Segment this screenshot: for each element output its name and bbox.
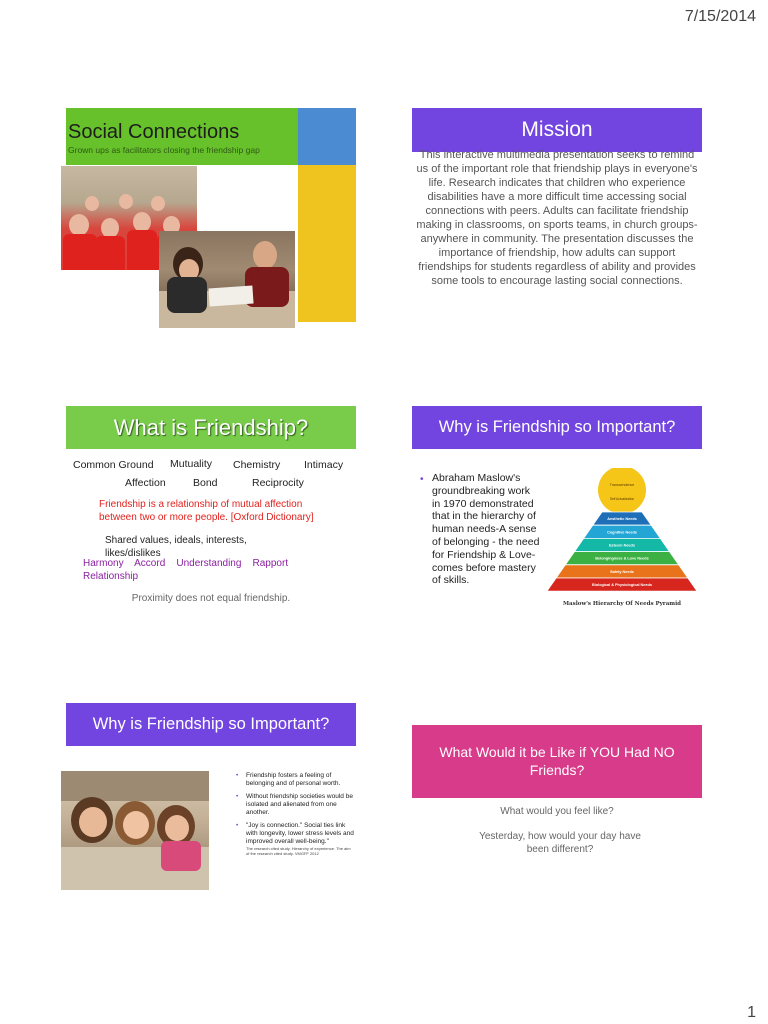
pyramid-label: Safety Needs [610,569,634,574]
proximity-note: Proximity does not equal friendship. [131,593,291,604]
pyramid-caption: Maslow's Hierarchy Of Needs Pyramid [562,601,682,607]
slide-1-subtitle: Grown ups as facilitators closing the friendship gap [68,145,260,155]
fine-print: The research cited study. Hierarchy of experience. The aim of the research cited study. VMGFF 2012 [246,846,351,856]
word-reciprocity: Reciprocity [252,477,304,489]
word-intimacy: Intimacy [304,459,344,471]
pyramid-label: Belongingness & Love Needs [595,556,649,561]
girls-group-photo [61,771,209,890]
pyramid-label: Esteem Needs [609,543,635,548]
bullet-icon: • [236,822,239,829]
accent-block-blue [298,108,356,165]
slide-5-title: Why is Friendship so Important? [92,715,330,733]
question-feel: What would you feel like? [500,806,614,817]
slide-1-title: Social Connections [68,121,240,143]
word-common-ground: Common Ground [73,459,154,471]
slide-2-title: Mission [521,118,593,141]
bullet-text-1: Friendship fosters a feeling of belonging and of personal worth. [246,772,341,787]
word-chemistry: Chemistry [233,459,281,471]
question-yesterday: Yesterday, how would your day have been different? [479,831,641,855]
header-date: 7/15/2014 [684,8,756,25]
bullet-text-2: Without friendship societies would be isolated and alienated from one another. [246,793,353,816]
pyramid-label: Aesthetic Needs [607,517,637,522]
page-number: 1 [747,1004,756,1021]
word-mutuality: Mutuality [170,458,213,470]
bullet-icon: • [420,474,424,485]
accent-block-yellow [298,165,356,322]
maslow-pyramid [544,468,700,610]
slide-4-title: Why is Friendship so Important? [438,418,676,436]
friendship-definition: Friendship is a relationship of mutual affection between two or more people. [Oxford Dictionary] [99,499,314,523]
pyramid-label: Cognitive Needs [607,530,637,535]
mission-body: This interactive multimedia presentation seeks to remind us of the important role that friendship plays in everyone's life. Research indicates that children who experience disabilities have a more difficult time accessing social connections with peers. Adults can facilitate friendship making in classrooms, on sports teams, in church groups-anywhere in community. The presentation discusses the importance of friendship, how adults can support friendships for students regardless of ability and provides some tools to encourage lasting social connections. [416,149,698,287]
list-item [236,793,354,817]
pyramid-label: Self Actualization [609,497,635,501]
importance-bullets [236,772,354,861]
pyramid-label: Transcendence [609,483,635,487]
pyramid-top-circle [598,468,646,514]
word-affection: Affection [125,477,166,489]
word-bond: Bond [193,477,218,489]
tutoring-photo [159,231,295,328]
bullet-text-3: "Joy is connection." Social ties link with longevity, lower stress levels and improved overall well-being." [246,822,354,845]
bullet-icon: • [236,793,239,800]
slide-3-title: What is Friendship? [113,415,309,440]
shared-values-text: Shared values, ideals, interests, likes/dislikes [105,535,247,559]
purple-keywords: Harmony Accord Understanding Rapport Relationship [83,558,291,582]
list-item [236,822,354,856]
maslow-text: Abraham Maslow's groundbreaking work in 1970 demonstrated that in the hierarchy of human needs-A sense of belonging - the need for Friendship & Love- comes before mastery of skills. [432,472,540,587]
pyramid-label: Biological & Physiological Needs [592,583,652,588]
bullet-icon: • [236,772,239,779]
slide-6-title: What Would it be Like if YOU Had NO Friends? [439,744,675,778]
list-item [236,772,354,788]
